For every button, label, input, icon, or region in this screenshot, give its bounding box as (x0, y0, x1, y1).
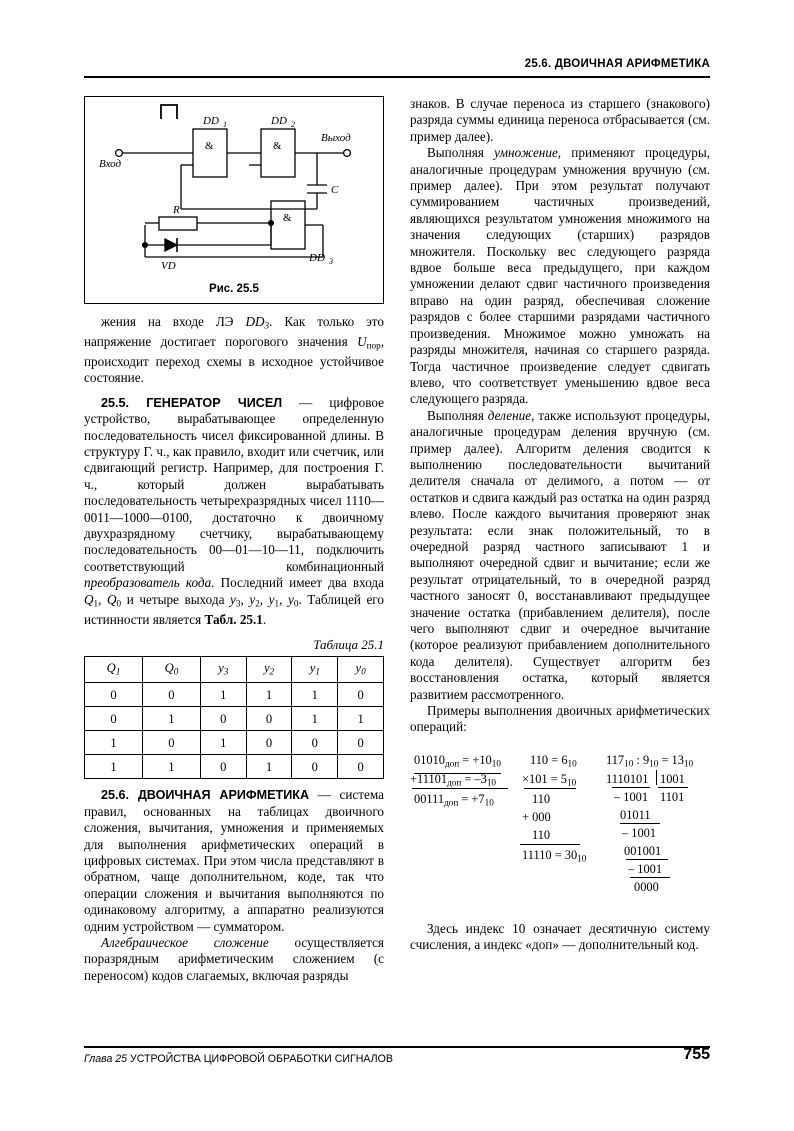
division-subtract-1: – 1001 (614, 789, 649, 804)
text-frag: . Как только это напряжение достигает порогового значения (84, 314, 384, 349)
table-cell: 1 (85, 755, 143, 779)
equals-value: = +7 (458, 791, 485, 806)
multiplicand: 110 (530, 752, 549, 767)
division-remainder-2: 001001 (624, 843, 662, 858)
paragraph-signs: знаков. В случае переноса из старшего (знакового) разряда суммы единица переноса отбрасывается (см. пример далее). (410, 96, 710, 144)
base-subscript: 10 (566, 777, 577, 788)
table-cell: 1 (142, 755, 200, 779)
division-subtract-3: – 1001 (628, 861, 663, 876)
svg-text:C: C (331, 184, 339, 196)
code-subscript: доп (447, 777, 462, 788)
svg-text:R: R (173, 204, 180, 216)
paragraph-examples-intro: Примеры выполнения двоичных арифметических операций: (410, 703, 710, 735)
table-cell: 0 (200, 755, 246, 779)
table-cell: 0 (338, 731, 384, 755)
product-value: 11110 (522, 847, 552, 862)
base-subscript: 10 (567, 758, 577, 769)
text-frag: цифровое устройство, вырабатывающее определенную последовательность чисел фиксированной длины. В структуру Г. ч., как правило, входит или счетчик, или сдвигающий регистр. Например, для построения Г. ч., который должен вырабатывать последовательность четырехразрядных чисел 1110—0011—1000—0100, достаточно к двоичному двухразрядному счетчику, вырабатывающему последовательность 00—01—10—11, подключить соответствующий комбинационный (84, 394, 385, 574)
text-frag: система правил, основанных на таблицах двоичного сложения, вычитания, умножения и применяемых для выполнения арифметических операций в цифровых системах. При этом числа представляют в обратном, чаще дополнительном, коде, так что операции сложения и вычитания выполняются по одинаковому алгоритму, а аппаратно реализуются одним устройством — сумматором. (84, 787, 384, 934)
table-cell: 0 (85, 707, 143, 731)
text-frag: и четыре выхода (121, 591, 230, 607)
y3-symbol: y (230, 591, 236, 607)
figure-schematic (85, 97, 381, 302)
header-base: Q (106, 660, 116, 675)
dd3-subscript: 3 (264, 320, 270, 331)
page-number: 755 (683, 1046, 710, 1063)
division-divisor: 1001 (660, 771, 685, 786)
multiplication-rule-1 (524, 788, 576, 789)
base-subscript: 10 (649, 758, 659, 769)
base-subscript: 10 (624, 758, 634, 769)
multiplication-product (522, 847, 586, 867)
base-subscript: 10 (484, 797, 494, 808)
multiplier: 101 (529, 771, 548, 786)
y2-symbol: y (249, 591, 256, 607)
svg-text:1: 1 (223, 120, 227, 129)
svg-text:DD: DD (203, 115, 219, 127)
base-subscript: 10 (683, 758, 694, 769)
table-header-cell (338, 657, 384, 683)
header-base: y (218, 660, 224, 675)
y1-symbol: y (268, 591, 275, 607)
addition-sum (414, 791, 494, 811)
equals-value: = 30 (551, 847, 578, 862)
svg-text:Выход: Выход (321, 132, 351, 144)
partial-product-3: 110 (532, 827, 551, 842)
paragraph-division (410, 408, 710, 703)
term-division: деление, (487, 407, 535, 423)
division-rule-3 (626, 859, 668, 860)
svg-text:2: 2 (291, 120, 295, 129)
paragraph-continuation (84, 314, 384, 387)
q0-symbol: Q (107, 591, 117, 607)
header-sub: 1 (115, 666, 121, 677)
base-subscript: 10 (491, 758, 501, 769)
table-cell: 1 (246, 683, 292, 707)
table-row (85, 683, 384, 707)
svg-text:&: & (273, 140, 282, 152)
division-dividend: 1110101 (606, 771, 649, 786)
q1-symbol: Q (84, 591, 94, 607)
multiplication-rule-2 (520, 844, 580, 845)
dd3-label: DD (245, 314, 265, 329)
term-algebraic-addition: Алгебраическое сложение (101, 935, 269, 951)
addition-rule (412, 788, 508, 789)
table-cell: 1 (338, 707, 384, 731)
base-subscript: 10 (577, 853, 587, 864)
text-frag: применяют процедуры, аналогичные процедурам умножения вручную (см. пример далее). При этом результат получают суммированием частичных произведений, являющихся результатом умножения множимого на значения следующих (старших) разрядов множителя. Поскольку вес следующего разряда вдвое больше веса предыдущего, при каждом умножении делают сдвиг частичного произведения вправо на один разряд, обеспечивая сложение разрядов с более старшими разрядами частичного произведения. Множимое можно умножать на разряды множителя, начиная со старшего разряда. Тогда частичное произведение следует сдвигать влево, что соответствует уменьшению вдвое веса следующего разряда. (410, 145, 710, 407)
math-examples (410, 746, 710, 921)
table-cell: 1 (85, 731, 143, 755)
division-bar-vertical (656, 770, 657, 785)
table-label: Таблица 25.1 (313, 637, 384, 652)
table-row (85, 707, 384, 731)
table-cell: 1 (200, 731, 246, 755)
code-subscript: доп (444, 758, 460, 769)
svg-text:VD: VD (161, 260, 176, 272)
text-frag: осуществляется поразрядным арифметическим сложением (с переносом) кодов слагаемых, включая разряды (84, 935, 384, 983)
section-25-5: 25.5. ГЕНЕРАТОР ЧИСЕЛ — цифровое устройство, вырабатывающее определенную последовательность чисел фиксированной длины. В структуру Г. ч., как правило, входит или счетчик, или сдвигающий регистр. Например, для построения Г. ч., который должен вырабатывать последовательность четырехразрядных чисел 1110—0011—1000—0100, достаточно к двоичному двухразрядному счетчику, вырабатывающему последовательность 00—01—10—11, подключить соответствующий комбинационный преобразователь кода. Последний имеет два входа $Q_1$, $Q_0$ и четыре выхода $y_3$, $y_2$, $y_1$, $y_0$. Таблицей его истинности является Табл. 25.1. (84, 394, 385, 627)
em-dash: — (309, 787, 340, 803)
table-cell: 0 (246, 707, 292, 731)
figure-caption: Рис. 25.5 (209, 282, 259, 295)
truth-table (84, 656, 384, 779)
text-frag: , (98, 591, 107, 607)
sum-value: 00111 (414, 791, 445, 806)
quotient-decimal: = 13 (658, 752, 684, 767)
table-cell: 1 (200, 683, 246, 707)
paragraph-note: Здесь индекс 10 означает десятичную систему счисления, а индекс «доп» — дополнительный код. (410, 920, 710, 953)
y2-subscript: 2 (255, 598, 260, 609)
code-subscript: доп (444, 797, 459, 808)
table-cell: 0 (246, 731, 292, 755)
division-rule-2 (620, 823, 660, 824)
y0-subscript: 0 (293, 598, 299, 609)
text-frag: . Таблицей его истинности является (84, 591, 384, 627)
equals-value: = –3 (461, 771, 487, 786)
section-25-6-heading: 25.6. ДВОИЧНАЯ АРИФМЕТИКА (101, 788, 310, 803)
running-head: 25.6. ДВОИЧНАЯ АРИФМЕТИКА (524, 58, 710, 70)
table-cell: 0 (338, 683, 384, 707)
table-cell: 1 (246, 755, 292, 779)
addend-2: 11101 (417, 771, 448, 786)
figure-25-5 (84, 96, 384, 304)
division-rule-quotient (658, 787, 688, 788)
y3-subscript: 3 (235, 598, 241, 609)
footer (84, 1053, 393, 1065)
u-subscript: пор (366, 340, 381, 351)
table-cell: 1 (292, 683, 338, 707)
table-cell: 0 (292, 755, 338, 779)
partial-product-1: 110 (532, 791, 551, 806)
section-25-5-heading: 25.5. ГЕНЕРАТОР ЧИСЕЛ (101, 395, 283, 410)
header-base: Q (164, 660, 174, 675)
header-sub: 0 (173, 666, 179, 677)
section-25-6 (84, 787, 384, 935)
header-base: y (355, 660, 362, 675)
equals-value: = 6 (548, 752, 568, 767)
y1-subscript: 1 (274, 598, 280, 609)
division-quotient: 1101 (660, 789, 685, 804)
text-frag: жения на входе ЛЭ (101, 314, 246, 329)
q1-subscript: 1 (93, 598, 99, 609)
svg-text:Вход: Вход (99, 158, 122, 170)
text-frag: , происходит переход схемы в исходное устойчивое состояние. (84, 333, 384, 386)
table-header-cell (246, 657, 292, 683)
text-frag: Выполняя (427, 407, 488, 423)
divisor-decimal: : 9 (633, 752, 650, 767)
multiplication-line-1 (530, 752, 577, 772)
svg-text:3: 3 (329, 257, 333, 266)
table-header-cell (85, 657, 143, 683)
equals-value: = +10 (459, 752, 492, 767)
paragraph-algebraic-addition (84, 935, 384, 984)
header-sub: 0 (361, 666, 366, 677)
table-cell: 0 (142, 731, 200, 755)
text-frag: . (262, 611, 267, 627)
footer-chapter-title: УСТРОЙСТВА ЦИФРОВОЙ ОБРАБОТКИ СИГНАЛОВ (130, 1053, 393, 1065)
addend-1: 01010 (414, 752, 445, 767)
table-cell: 1 (292, 707, 338, 731)
dividend-decimal: 117 (606, 752, 625, 767)
em-dash: — (282, 394, 330, 410)
term-multiplication: умножение, (494, 145, 562, 161)
text-frag: . Последний имеет два входа (211, 575, 384, 591)
running-head-rule (84, 76, 710, 78)
header-sub: 1 (315, 666, 320, 677)
left-column (84, 96, 384, 984)
division-rule-4 (630, 877, 670, 878)
right-column (410, 96, 710, 954)
text-frag: Выполняя (427, 145, 495, 161)
text-frag: также используют процедуры, аналогичные процедурам деления вручную (см. пример далее). Алгоритм деления сводится к выполнению последовательности вычитаний делителя сначала от делимого, а потом — от остатков и сдвига каждый раз остатка на один разряд влево. После каждого вычитания проверяют знак результата: если знак положительный, то в очередной разряд частного записывают 1 и выполняют очередной сдвиг и вычитание; если же результат отрицательный, то в очередной разряд частного заносят 0, восстанавливают предыдущее значение остатка (прибавлением делителя), после чего выполняют сдвиг и очередное вычитание (которое реализуют прибавлением дополнительного кода делителя). Существует алгоритм без восстановления остатка, который является развитием рассмотренного. (410, 407, 710, 702)
header-sub: 2 (269, 666, 275, 677)
paragraph-multiplication (410, 145, 710, 408)
plus-sign: + (410, 771, 417, 786)
table-header-cell (292, 657, 338, 683)
table-cell: 0 (338, 755, 384, 779)
svg-text:DD: DD (271, 115, 287, 127)
table-header-row (85, 657, 384, 683)
base-subscript: 10 (486, 777, 497, 788)
table-cell: 0 (292, 731, 338, 755)
division-remainder-3: 0000 (634, 879, 659, 894)
table-header-cell (200, 657, 246, 683)
footer-chapter: Глава 25 (84, 1053, 128, 1065)
table-cell: 0 (85, 683, 143, 707)
division-header (606, 752, 693, 772)
header-sub: 3 (223, 666, 229, 677)
table-row (85, 755, 384, 779)
term-code-converter: преобразователь кода (84, 575, 212, 591)
times-sign: × (522, 771, 529, 786)
y0-symbol: y (287, 591, 294, 607)
u-symbol: U (357, 333, 367, 349)
table-cell: 1 (142, 707, 200, 731)
svg-text:&: & (205, 140, 214, 152)
partial-product-2: + 000 (522, 809, 551, 824)
q0-subscript: 0 (116, 598, 122, 609)
header-base: y (263, 660, 270, 675)
footer-rule (84, 1046, 710, 1048)
table-row (85, 731, 384, 755)
equals-value: = 5 (547, 771, 567, 786)
table-reference: Табл. 25.1 (204, 611, 263, 627)
svg-text:DD: DD (309, 252, 325, 264)
division-rule-1 (612, 787, 650, 788)
svg-text:&: & (283, 212, 292, 224)
division-remainder-1: 01011 (620, 807, 651, 822)
header-base: y (309, 660, 316, 675)
table-cell: 0 (200, 707, 246, 731)
table-header-cell (142, 657, 200, 683)
table-cell: 0 (142, 683, 200, 707)
division-subtract-2: – 1001 (622, 825, 657, 840)
